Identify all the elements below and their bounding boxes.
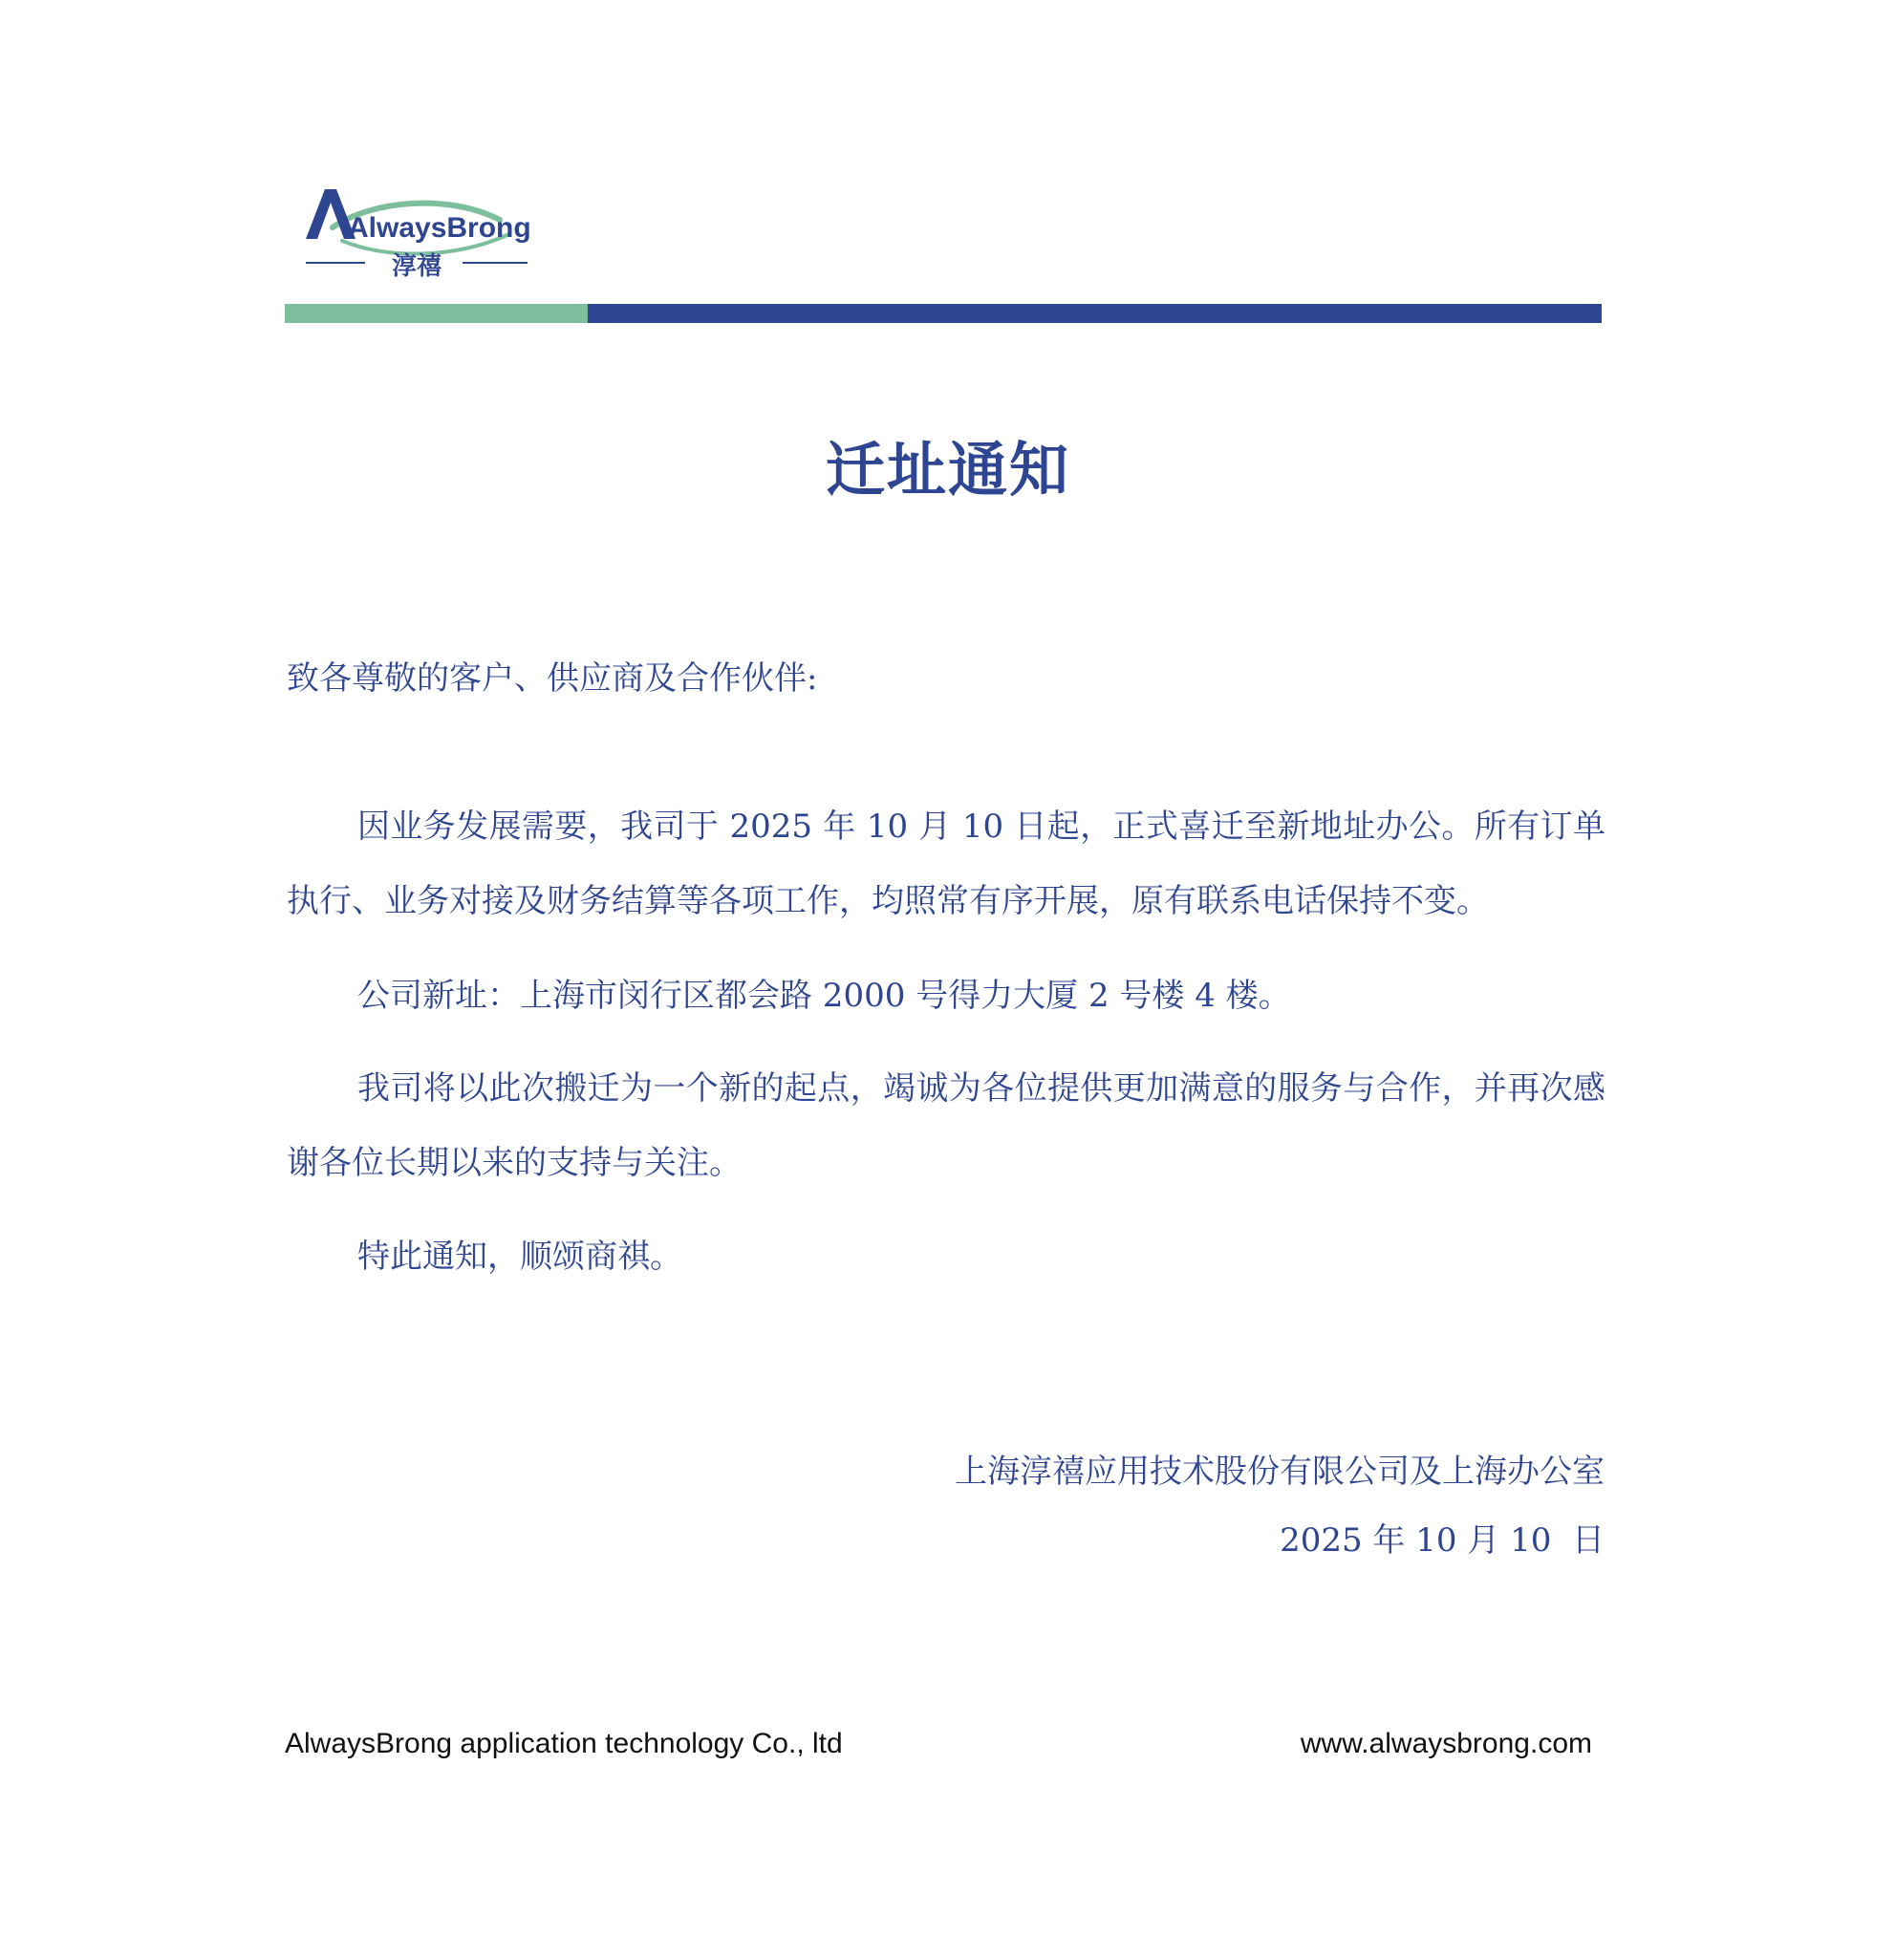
company-logo (304, 182, 533, 287)
accent-bar-green (285, 304, 588, 323)
logo-chinese-text: 淳禧 (391, 252, 442, 281)
paragraph-thanks: 我司将以此次搬迁为一个新的起点，竭诚为各位提供更加满意的服务与合作，并再次感谢各位长期以来的支持与关注。 (287, 1069, 1605, 1182)
footer-website: www.alwaysbrong.com (1300, 1728, 1592, 1759)
paragraph-relocation: 因业务发展需要，我司于 2025 年 10 月 10 日起，正式喜迁至新地址办公。所有订单执行、业务对接及财务结算等各项工作，均照常有序开展，原有联系电话保持不变。 (287, 808, 1605, 920)
salutation: 致各尊敬的客户、供应商及合作伙伴: (287, 659, 818, 698)
signature-company: 上海淳禧应用技术股份有限公司及上海办公室 (955, 1453, 1605, 1491)
alwaysbrong-logo-icon (304, 182, 533, 287)
footer-company-name: AlwaysBrong application technology Co., ltd (285, 1728, 843, 1759)
header-accent-bar (285, 304, 1602, 323)
document-title: 迁址通知 (825, 435, 1070, 505)
signature-date: 2025 年 10 月 10 日 (1280, 1521, 1605, 1560)
paragraph-closing: 特此通知，顺颂商祺。 (357, 1238, 682, 1276)
logo-brand-text: AlwaysBrong (348, 212, 531, 244)
accent-bar-blue (588, 304, 1602, 323)
paragraph-new-address: 公司新址：上海市闵行区都会路 2000 号得力大厦 2 号楼 4 楼。 (357, 977, 1291, 1015)
